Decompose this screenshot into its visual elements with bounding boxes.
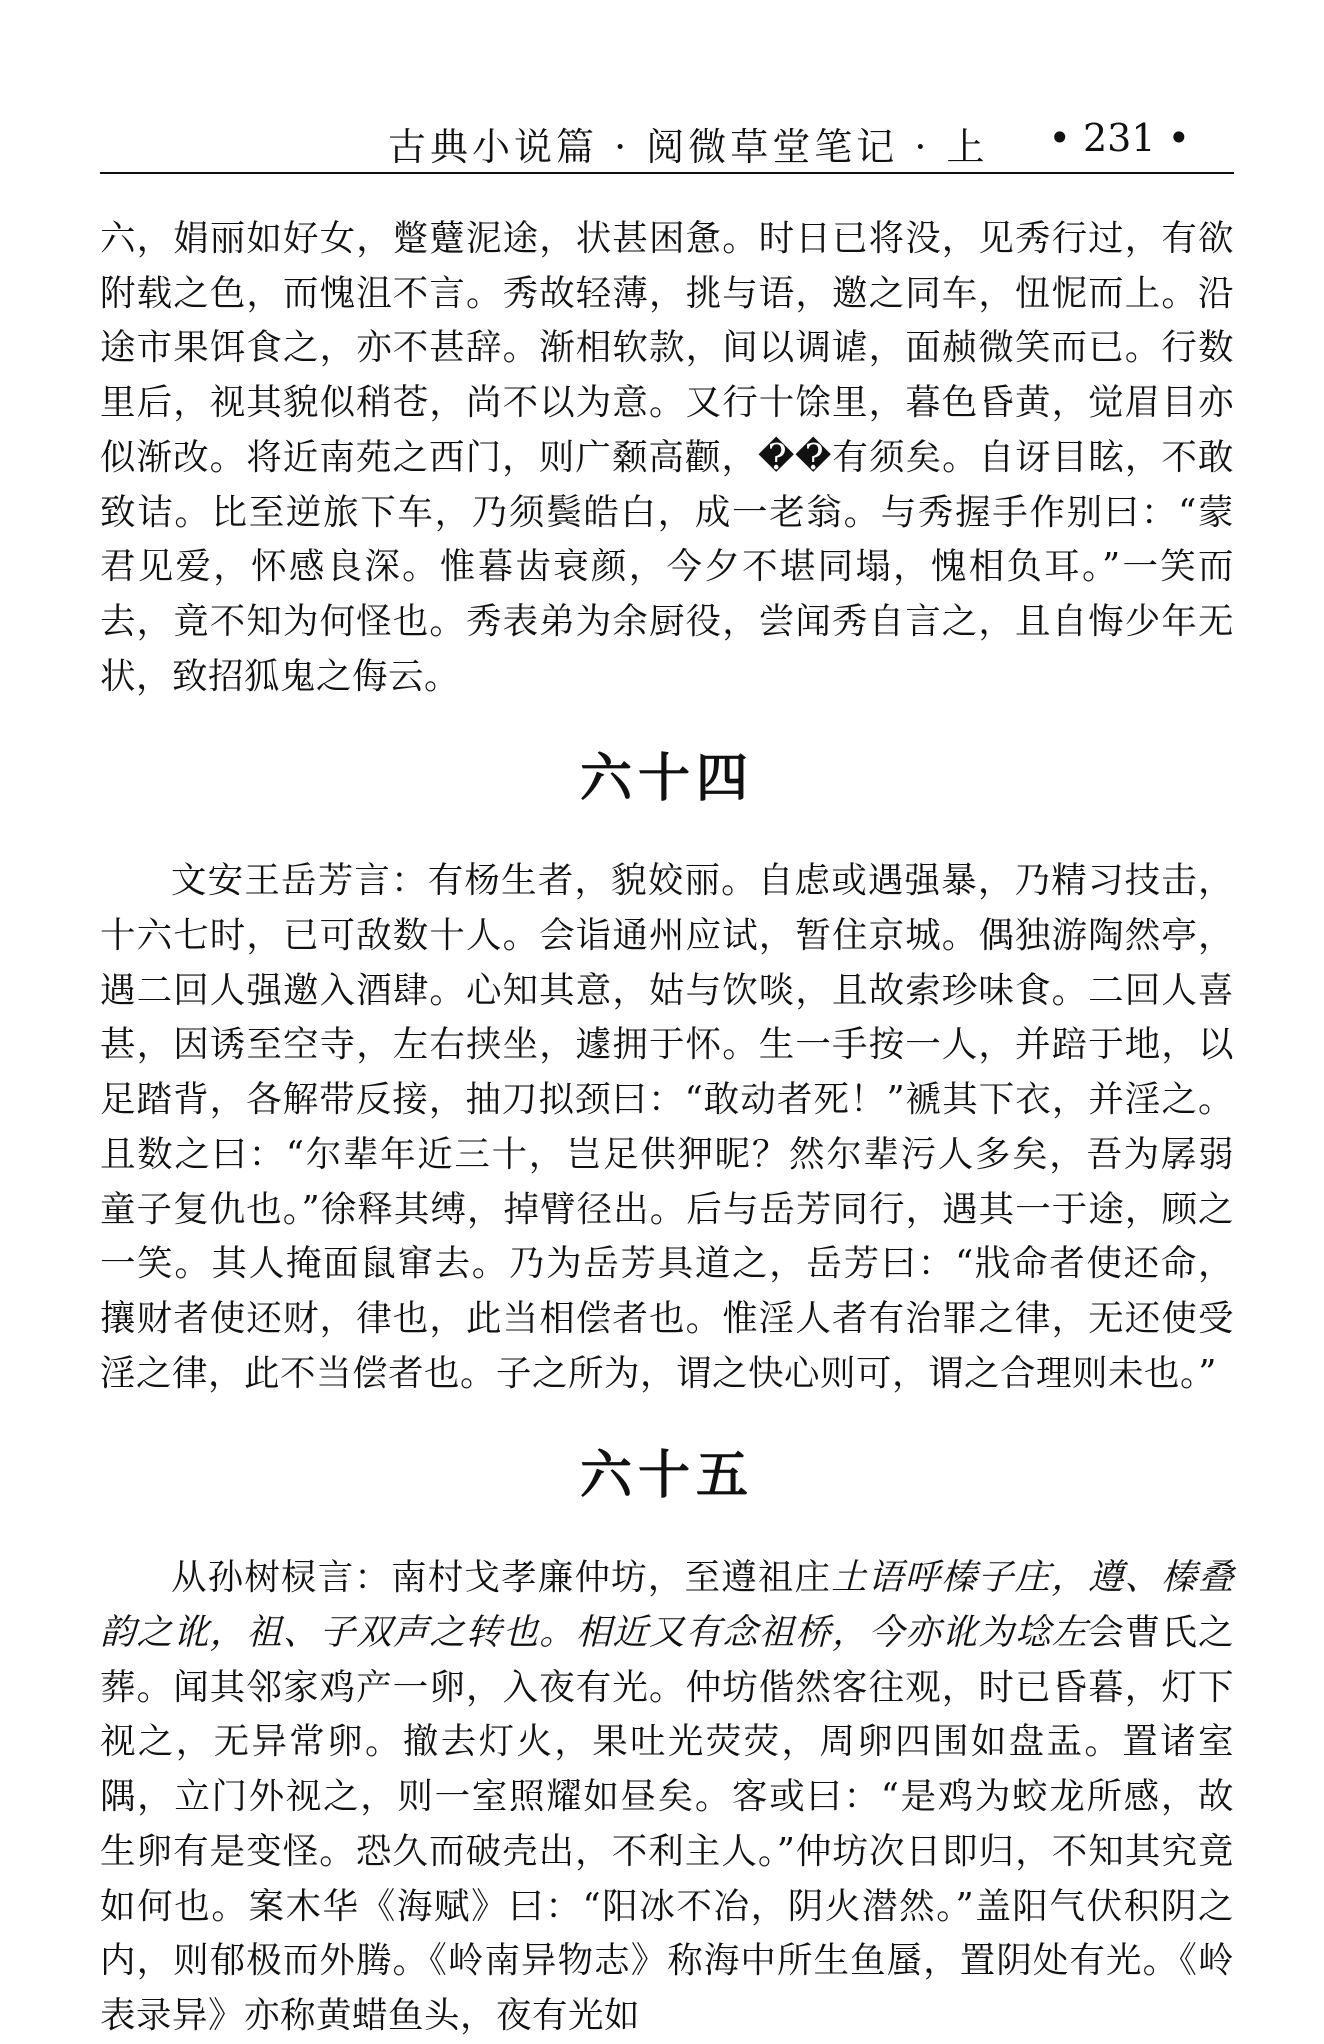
section-65-rest: 会曹氏之葬。闻其邻家鸡产一卵，入夜有光。仲坊偕然客往观，时已昏暮，灯下视之，无异常卵。撤去灯火，果吐光荧荧，周卵四围如盘盂。置诸室隅，立门外视之，则一室照耀如昼矣。客或曰：“是鸡为蛟龙所感，故生卵有是变怪。恐久而破壳出，不利主人。”仲坊次日即归，不知其究竟如何也。案木华《海赋》曰：“阳冰不冶，阴火潜然。”盖阳气伏积阴之内，则郁极而外腾。《岭南异物志》称海中所生鱼蜃，置阴处有光。《岭表录异》亦称黄蜡鱼头，夜有光如 — [100, 1612, 1234, 2036]
section-65-lead: 从孙树棂言：南村戈孝廉仲坊，至遵祖庄 — [171, 1557, 832, 1599]
section-title-64: 六十四 — [579, 748, 754, 810]
header-title: 古典小说篇 · 阅微草堂笔记 · 上 — [388, 125, 989, 169]
section-65-paragraph — [100, 1551, 1234, 2043]
running-header — [100, 108, 1234, 174]
section-title-65: 六十五 — [579, 1445, 754, 1507]
page-body — [100, 212, 1234, 2044]
section-65-annotation: 土语呼榛子庄，遵、榛叠韵之讹，祖、子双声之转也。相近又有念祖桥，今亦讹为埝左 — [100, 1557, 1234, 1654]
page-number: • 231 • — [1048, 116, 1190, 160]
continued-paragraph: 六，娟丽如好女，蹩躠泥途，状甚困惫。时日已将没，见秀行过，有欲附载之色，而愧沮不言。秀故轻薄，挑与语，邀之同车，忸怩而上。沿途市果饵食之，亦不甚辞。渐相软款，间以调谑，面赪微笑而已。行数里后，视其貌似稍苍，尚不以为意。又行十馀里，暮色昏黄，觉眉目亦似渐改。将近南苑之西门，则广颡高颧，��有须矣。自讶目眩，不敢致诘。比至逆旅下车，乃须鬓皓白，成一老翁。与秀握手作别曰：“蒙君见爱，怀感良深。惟暮齿衰颜，今夕不堪同塌，愧相负耳。”一笑而去，竟不知为何怪也。秀表弟为余厨役，尝闻秀自言之，且自悔少年无状，致招狐鬼之侮云。 — [100, 218, 1234, 697]
section-64-paragraph: 文安王岳芳言：有杨生者，貌姣丽。自虑或遇强暴，乃精习技击，十六七时，已可敌数十人。会诣通州应试，暂住京城。偶独游陶然亭，遇二回人强邀入酒肆。心知其意，姑与饮啖，且故索珍味食。二回人喜甚，因诱至空寺，左右挟坐，遽拥于怀。生一手按一人，并踣于地，以足踏背，各解带反接，抽刀拟颈曰：“敢动者死！”褫其下衣，并淫之。且数之曰：“尔辈年近三十，岂足供狎昵？然尔辈污人多矣，吾为孱弱童子复仇也。”徐释其缚，掉臂径出。后与岳芳同行，遇其一于途，顾之一笑。其人掩面鼠窜去。乃为岳芳具道之，岳芳曰：“戕命者使还命，攘财者使还财，律也，此当相偿者也。惟淫人者有治罪之律，无还使受淫之律，此不当偿者也。子之所为，谓之快心则可，谓之合理则未也。” — [100, 860, 1234, 1394]
